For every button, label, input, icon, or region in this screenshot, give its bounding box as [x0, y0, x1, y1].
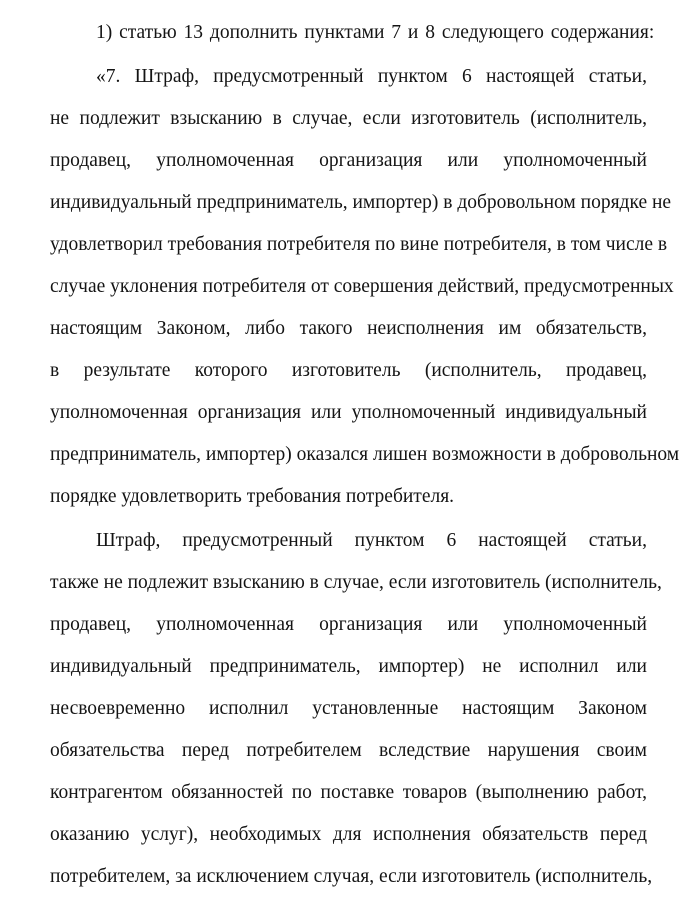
paragraph-1-line-10: предприниматель, импортер) оказался лишен возможности в добровольном: [50, 444, 680, 465]
paragraph-1-line-2: не подлежит взысканию в случае, если изготовитель (исполнитель,: [50, 108, 647, 129]
paragraph-1-line-8: в результате которого изготовитель (исполнитель, продавец,: [50, 360, 647, 381]
paragraph-2-line-4: индивидуальный предприниматель, импортер) не исполнил или: [50, 656, 647, 677]
paragraph-2-line-9: потребителем, за исключением случая, если изготовитель (исполнитель,: [50, 866, 653, 887]
paragraph-2-line-2: также не подлежит взысканию в случае, если изготовитель (исполнитель,: [50, 572, 662, 593]
paragraph-1-line-3: продавец, уполномоченная организация или уполномоченный: [50, 150, 647, 171]
amendment-heading: 1) статью 13 дополнить пунктами 7 и 8 следующего содержания:: [96, 22, 655, 43]
paragraph-2-line-5: несвоевременно исполнил установленные настоящим Законом: [50, 698, 647, 719]
paragraph-2-line-6: обязательства перед потребителем вследствие нарушения своим: [50, 740, 647, 761]
paragraph-1-line-1: «7. Штраф, предусмотренный пунктом 6 настоящей статьи,: [96, 66, 647, 87]
paragraph-1-line-4: индивидуальный предприниматель, импортер) в добровольном порядке не: [50, 192, 672, 213]
paragraph-2-line-3: продавец, уполномоченная организация или уполномоченный: [50, 614, 647, 635]
paragraph-1-line-9: уполномоченная организация или уполномоченный индивидуальный: [50, 402, 647, 423]
paragraph-1-line-7: настоящим Законом, либо такого неисполнения им обязательств,: [50, 318, 647, 339]
paragraph-2-line-7: контрагентом обязанностей по поставке товаров (выполнению работ,: [50, 782, 647, 803]
paragraph-1-line-6: случае уклонения потребителя от совершения действий, предусмотренных: [50, 276, 674, 297]
paragraph-2-line-1: Штраф, предусмотренный пунктом 6 настоящей статьи,: [96, 530, 647, 551]
paragraph-1-line-5: удовлетворил требования потребителя по вине потребителя, в том числе в: [50, 234, 668, 255]
paragraph-1-line-11: порядке удовлетворить требования потребителя.: [50, 486, 455, 507]
paragraph-2-line-8: оказанию услуг), необходимых для исполнения обязательств перед: [50, 824, 647, 845]
